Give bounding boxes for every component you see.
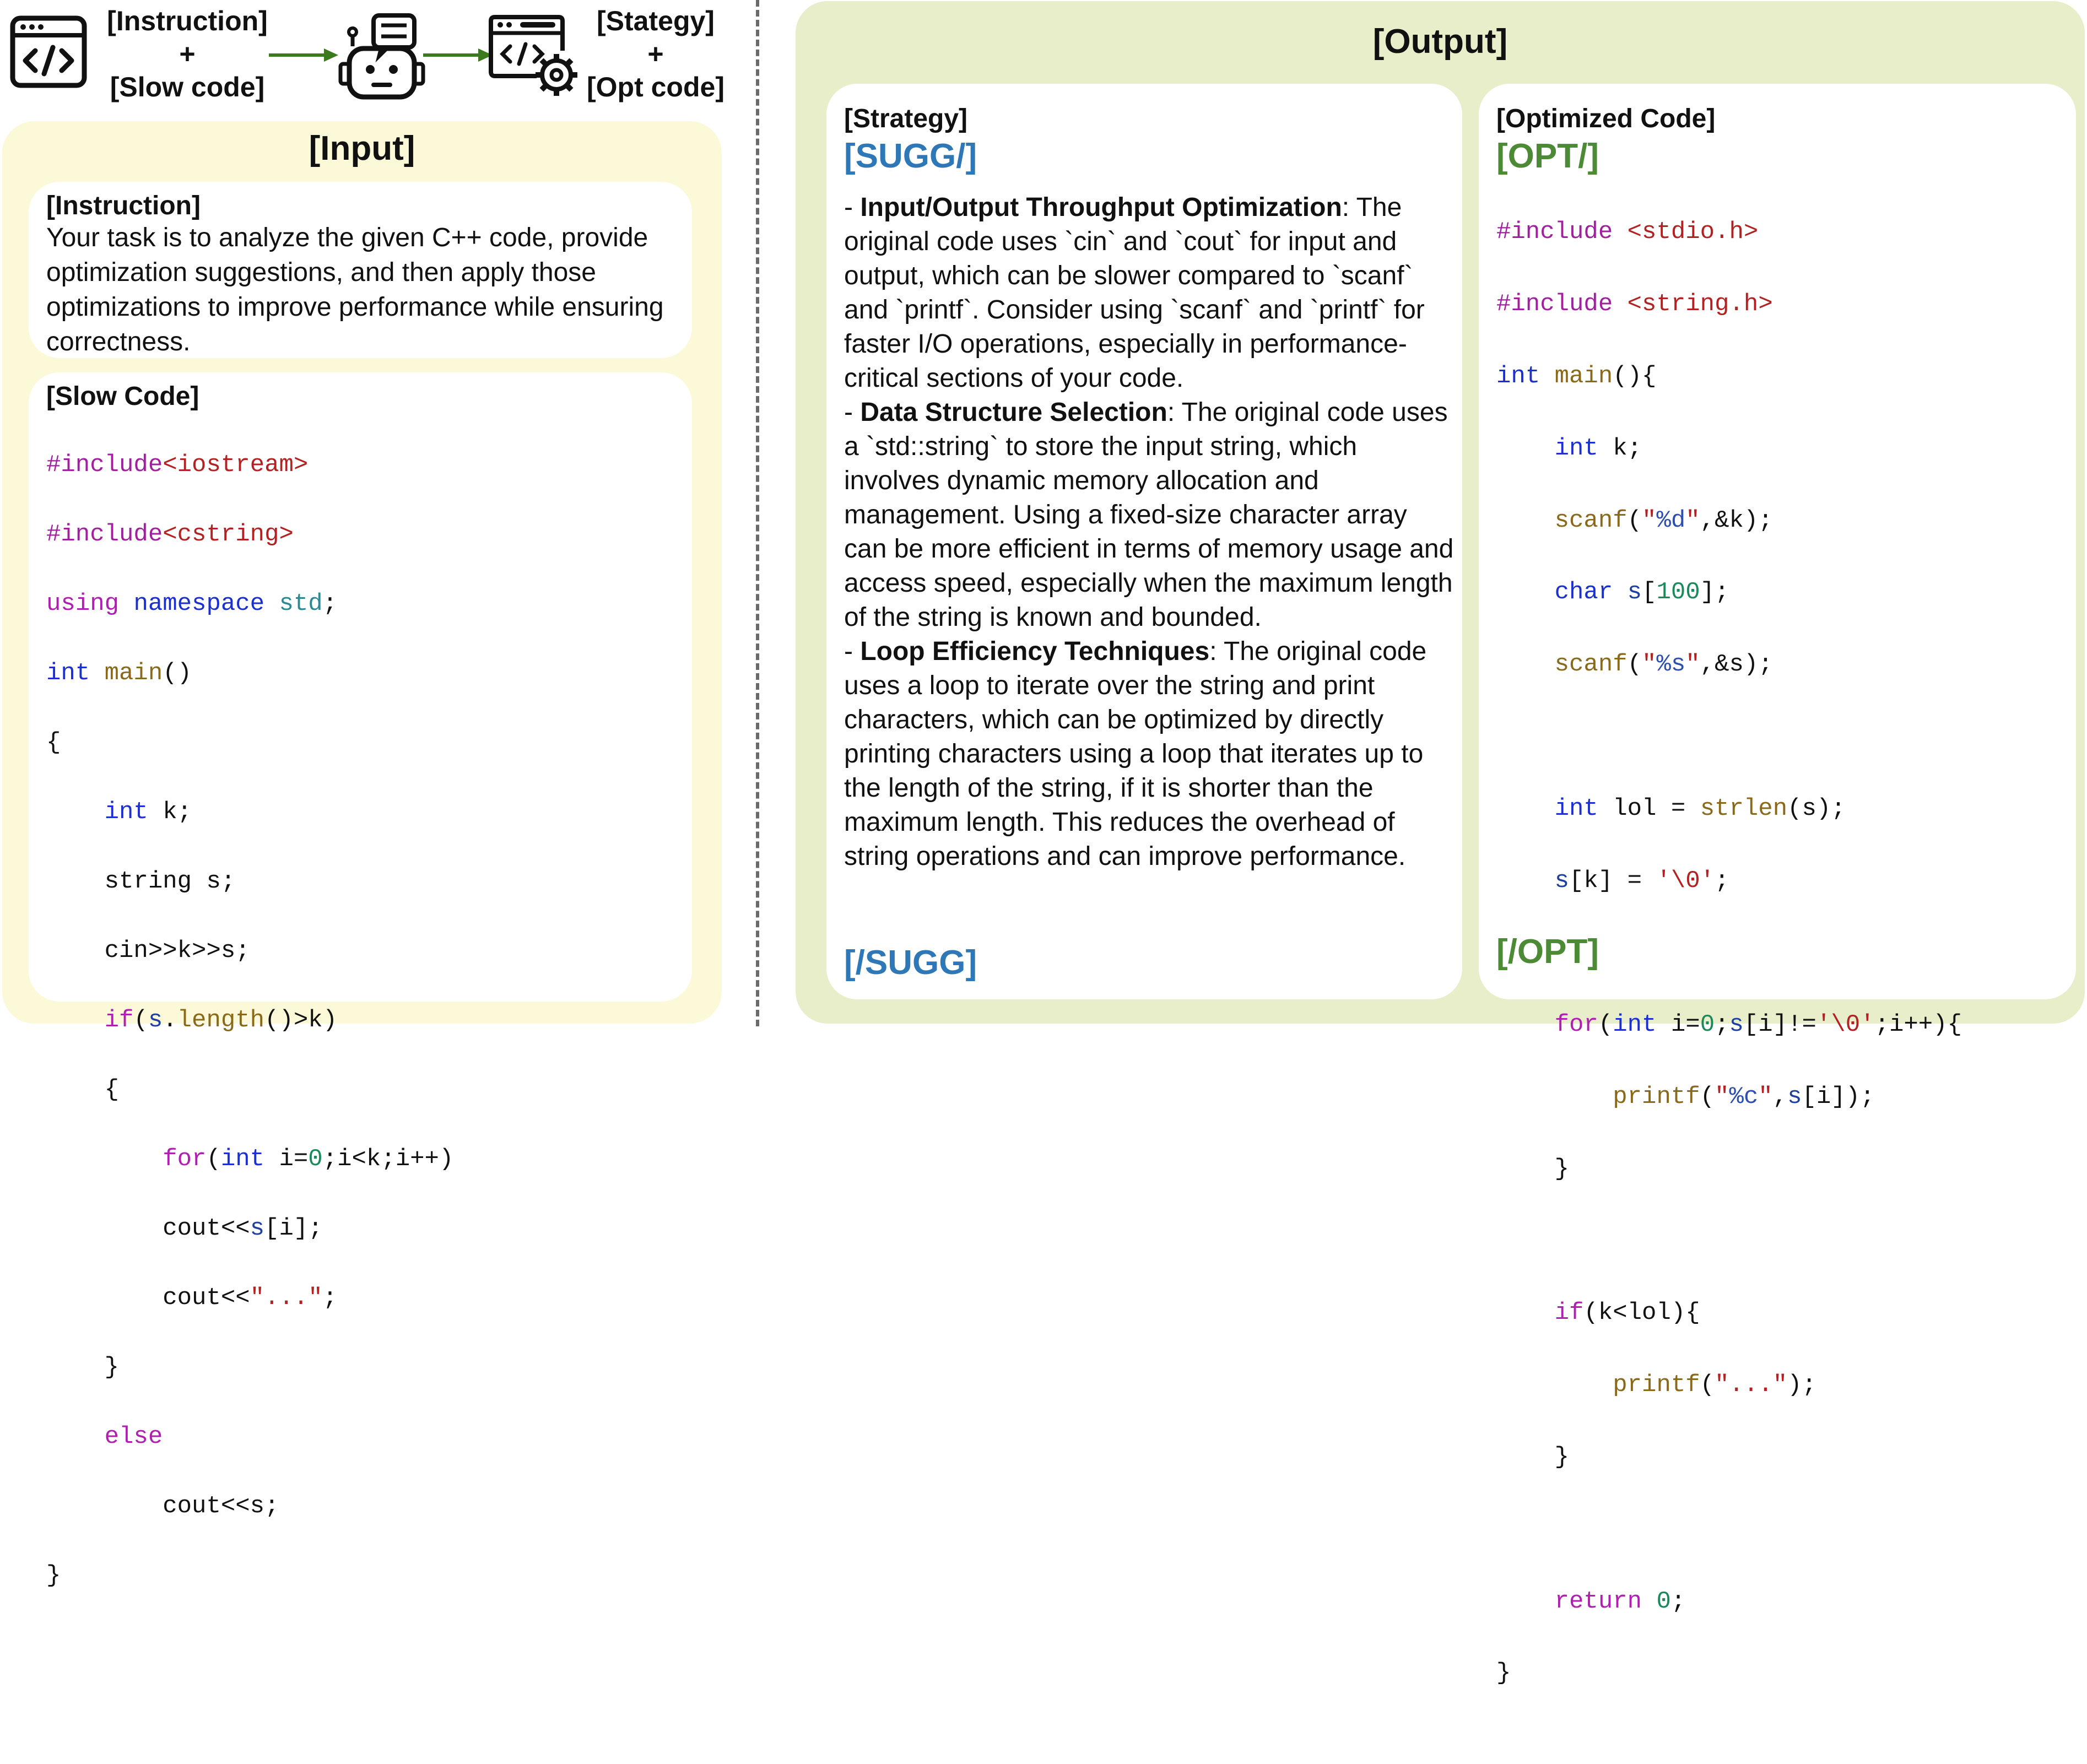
code-line: #include <string.h> (1496, 290, 1773, 318)
code-line: s[k] = '\0'; (1554, 867, 1729, 895)
code-line: } (1496, 1155, 1570, 1183)
code-line: cout<<s[i]; (46, 1215, 323, 1242)
arrow-icon (423, 47, 494, 63)
code-line: printf("..."); (1613, 1371, 1816, 1399)
arrow-icon (269, 47, 339, 63)
flow-slow-code-label: [Slow code] (110, 72, 265, 102)
optimized-code-title: [Optimized Code] (1496, 104, 1716, 133)
code-line (1496, 1512, 1962, 1547)
code-line: } (46, 1562, 61, 1589)
code-line: { (46, 729, 61, 756)
input-panel (2, 121, 722, 1589)
flow-input-label (99, 4, 275, 104)
robot-icon (337, 13, 426, 100)
code-line: int lol = strlen(s); (1554, 794, 1846, 823)
code-line: if(s.length()>k) (104, 1007, 338, 1034)
code-line: cin>>k>>s; (46, 937, 250, 965)
code-line: printf("%c",s[i]); (1613, 1083, 1875, 1111)
code-line: char s[100]; (1554, 578, 1729, 607)
code-line: scanf("%d",&k); (1554, 506, 1773, 534)
instruction-card (29, 182, 692, 358)
input-title: [Input] (309, 129, 415, 167)
code-window-icon (10, 15, 87, 88)
code-line: } (1496, 1659, 1511, 1687)
flow-plus: + (647, 39, 664, 69)
code-line: if(k<lol){ (1554, 1299, 1700, 1327)
code-line: } (46, 1354, 120, 1381)
divider (756, 0, 759, 1026)
instruction-text: Your task is to analyze the given C++ code, provide optimization suggestions, and then apply those optimizations to improve performance while ensuring correctness. (46, 223, 664, 356)
flow-opt-code-label: [Opt code] (587, 72, 724, 102)
code-line: using namespace std; (46, 590, 338, 618)
strategy-item-text: : The original code uses `cin` and `cout` for input and output, which can be slower compared to `scanf` and `printf`. Consider using `scanf` and `printf` for faster I/O operations, especially in performance-critical sections of your code. (844, 193, 1425, 393)
flow-strategy-label: [Stategy] (597, 6, 715, 36)
instruction-title: [Instruction] (46, 191, 201, 220)
strategy-item: - Data Structure Selection: The original code uses a `std::string` to store the input string, which involves dynamic memory allocation and management. Using a fixed-size character array can be more efficient in terms of memory usage and access speed, especially when the maximum length of the string is known and bounded. (844, 398, 1454, 632)
strategy-item-text: : The original code uses a `std::string` to store the input string, which involves dynamic memory allocation and management. Using a fixed-size character array can be more efficient in terms of memory usage and access speed, especially when the maximum length of the string is known and bounded. (844, 398, 1454, 632)
code-line: int main(){ (1496, 362, 1657, 390)
code-line: { (46, 1076, 120, 1103)
code-gear-icon (488, 14, 580, 98)
flow-instruction-label: [Instruction] (107, 6, 268, 36)
flow-output-label (567, 4, 744, 104)
code-line: int k; (104, 798, 192, 826)
code-line: #include<cstring> (46, 521, 294, 548)
opt-close-tag: [/OPT] (1496, 933, 1599, 971)
code-line (1496, 719, 1962, 755)
slow-code-card (29, 372, 692, 1589)
code-line: cout<<"..."; (46, 1284, 338, 1312)
optimized-code-card (1479, 84, 2076, 1687)
code-line: return 0; (1554, 1587, 1686, 1615)
code-line: for(int i=0;s[i]!='\0';i++){ (1554, 1011, 1962, 1039)
strategy-item: - Input/Output Throughput Optimization: The original code uses `cin` and `cout` for input and output, which can be slower compared to `scanf` and `printf`. Consider using `scanf` and `printf` for faster I/O operations, especially in performance-critical sections of your code. (844, 193, 1425, 393)
code-line: } (1496, 1443, 1570, 1471)
code-line: int k; (1554, 434, 1642, 462)
output-title: [Output] (1372, 23, 1508, 61)
flow-plus: + (179, 39, 196, 69)
strategy-item: - Loop Efficiency Techniques: The original code uses a loop to iterate over the string and print characters, which can be optimized by directly printing characters using a loop that iterates up to the length of the string, if it is shorter than the maximum length. This reduces the overhead of string operations and can improve performance. (844, 637, 1427, 871)
slow-code-title: [Slow Code] (46, 382, 199, 411)
code-line: cout<<s; (46, 1492, 279, 1520)
strategy-list (844, 191, 1456, 874)
strategy-item-heading: Loop Efficiency Techniques (860, 637, 1210, 666)
code-line: #include <stdio.h> (1496, 218, 1759, 246)
code-line (1496, 1224, 1962, 1259)
slow-code-block (46, 413, 453, 1663)
output-panel (796, 1, 2085, 1687)
strategy-title: [Strategy] (844, 104, 968, 133)
sugg-close-tag: [/SUGG] (844, 944, 977, 982)
code-line: string s; (46, 868, 236, 895)
opt-open-tag: [OPT/] (1496, 137, 1599, 175)
code-line: scanf("%s",&s); (1554, 651, 1773, 679)
strategy-card (826, 84, 1462, 999)
code-line: #include<iostream> (46, 451, 309, 479)
strategy-item-heading: Input/Output Throughput Optimization (860, 193, 1342, 222)
code-line: else (104, 1423, 163, 1451)
code-line: for(int i=0;i<k;i++) (163, 1145, 454, 1173)
code-line: int main() (46, 659, 192, 687)
strategy-item-text: : The original code uses a loop to iterate over the string and print characters, which can be optimized by directly printing characters using a loop that iterates up to the length of the string, if it is shorter than the maximum length. This reduces the overhead of string operations and can improve performance. (844, 637, 1427, 871)
sugg-open-tag: [SUGG/] (844, 137, 977, 175)
strategy-item-heading: Data Structure Selection (860, 398, 1167, 427)
